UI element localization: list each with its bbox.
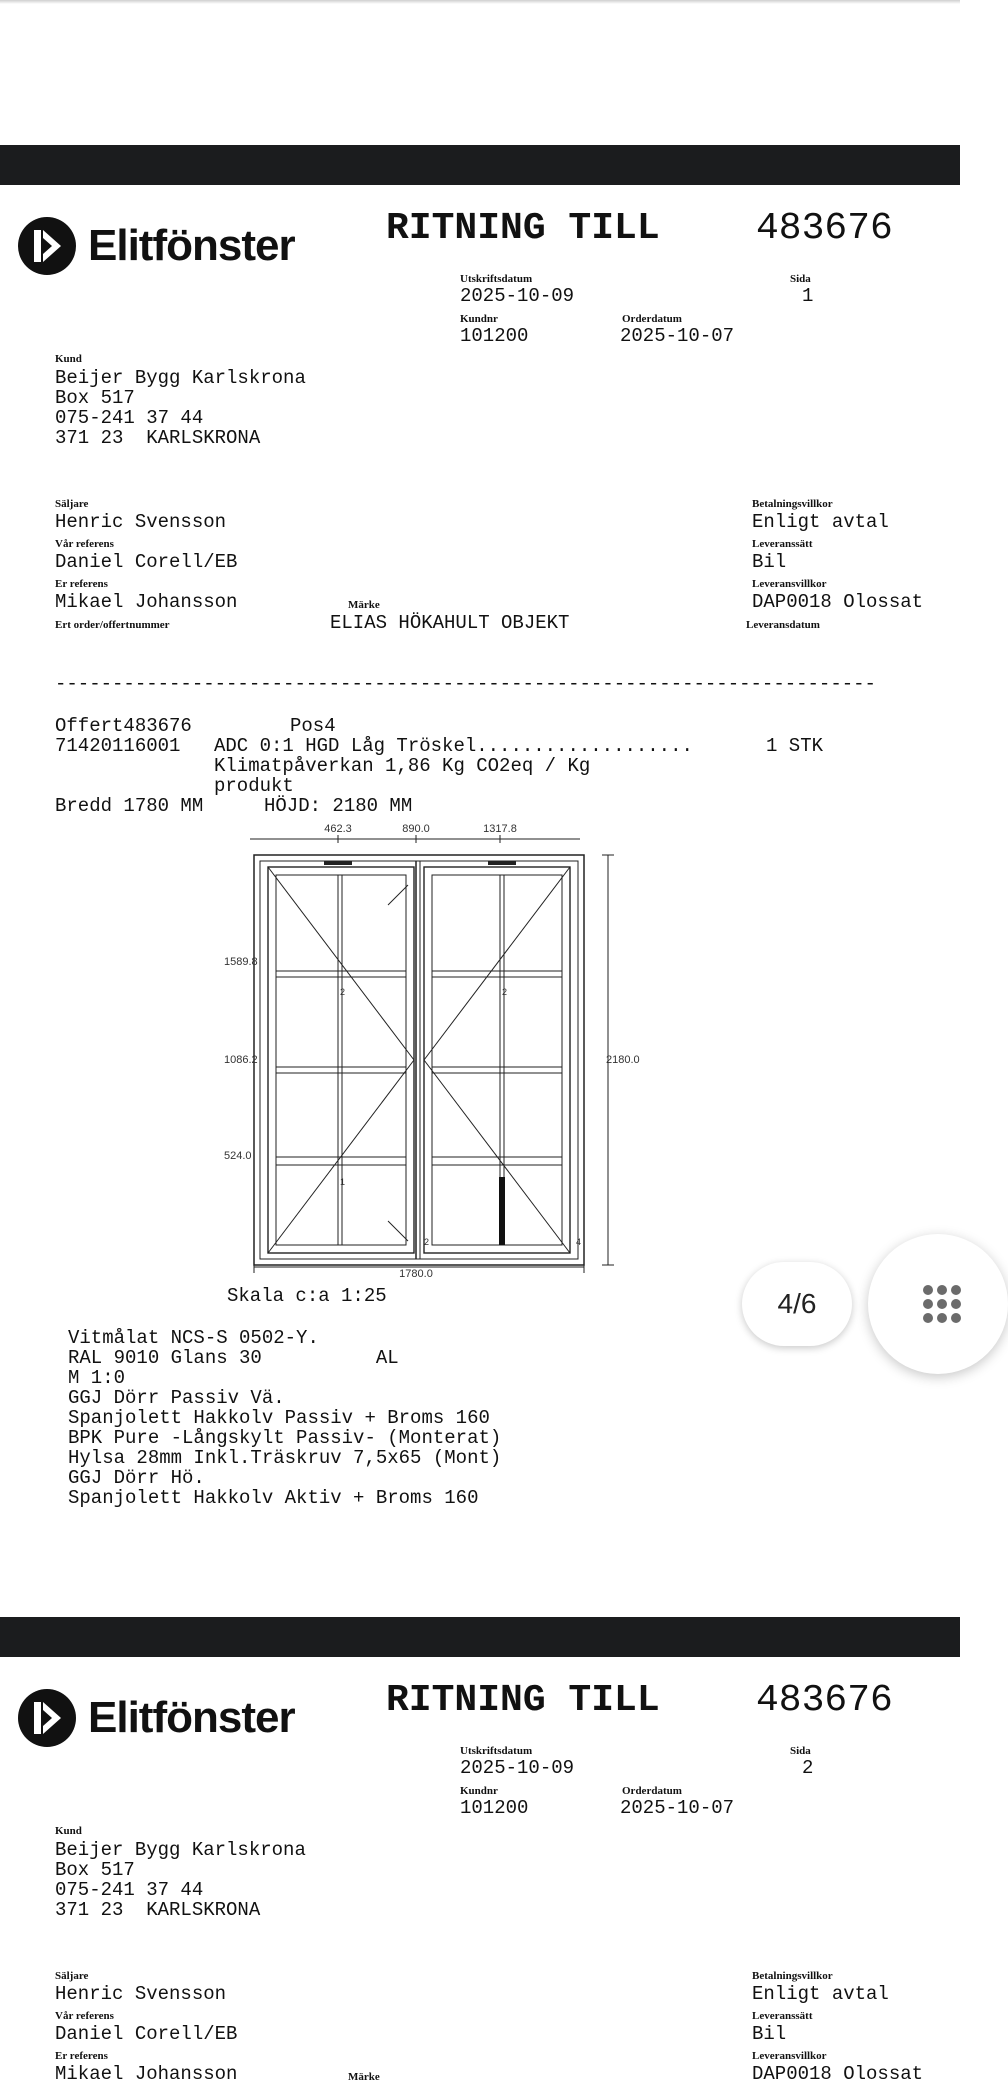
payment-terms: Enligt avtal <box>752 1983 889 2005</box>
payment-terms-label: Betalningsvillkor <box>752 1970 833 1982</box>
payment-terms-label: Betalningsvillkor <box>752 498 833 510</box>
dim-right: 2180.0 <box>606 1054 640 1066</box>
customer-number: 101200 <box>460 325 529 347</box>
our-reference-label: Vår referens <box>55 538 114 550</box>
your-reference-label: Er referens <box>55 2050 108 2062</box>
our-reference: Daniel Corell/EB <box>55 2023 238 2045</box>
climate-impact-unit: produkt <box>214 775 294 797</box>
spec-line: Spanjolett Hakkolv Aktiv + Broms 160 <box>68 1487 479 1509</box>
page-separator <box>0 1617 960 1657</box>
customer-line: Box 517 <box>55 387 135 409</box>
spec-line: GGJ Dörr Hö. <box>68 1467 205 1489</box>
delivery-method: Bil <box>752 551 787 573</box>
article-description: ADC 0:1 HGD Låg Tröskel................... <box>214 735 693 757</box>
seller: Henric Svensson <box>55 511 227 533</box>
customer-line: 371 23 KARLSKRONA <box>55 427 261 449</box>
door-drawing <box>210 815 640 1280</box>
sash-label: 2 <box>424 1237 430 1247</box>
customer-line: 075-241 37 44 <box>55 407 204 429</box>
elitfonster-logo-icon <box>18 1689 76 1747</box>
print-date: 2025-10-09 <box>460 1757 575 1779</box>
delivery-terms: DAP0018 Olossat <box>752 591 924 613</box>
article-number: 71420116001 <box>55 735 181 757</box>
offer-number: Offert483676 <box>55 715 192 737</box>
brand-mark-label: Märke <box>348 599 380 611</box>
sash-label: 2 <box>502 987 508 997</box>
customer-line: Beijer Bygg Karlskrona <box>55 367 306 389</box>
position: Pos4 <box>290 715 336 737</box>
scale: Skala c:a 1:25 <box>227 1285 387 1307</box>
seller-label: Säljare <box>55 1970 89 1982</box>
payment-terms: Enligt avtal <box>752 511 889 533</box>
order-date: 2025-10-07 <box>620 325 735 347</box>
customer-label: Kund <box>55 1825 82 1837</box>
brand-mark: ELIAS HÖKAHULT OBJEKT <box>330 612 570 634</box>
dim-bottom: 1780.0 <box>399 1268 433 1280</box>
order-date-label: Orderdatum <box>622 313 682 325</box>
page-number: 2 <box>802 1757 814 1779</box>
climate-impact: Klimatpåverkan 1,86 Kg CO2eq / Kg <box>214 755 591 777</box>
document-title: RITNING TILL <box>386 1679 660 1722</box>
apps-grid-icon <box>922 1284 958 1324</box>
customer-line: Beijer Bygg Karlskrona <box>55 1839 306 1861</box>
your-reference-label: Er referens <box>55 578 108 590</box>
spec-line: RAL 9010 Glans 30 AL <box>68 1347 399 1369</box>
page-separator <box>0 145 960 185</box>
order-date-label: Orderdatum <box>622 1785 682 1797</box>
print-date-label: Utskriftsdatum <box>460 1745 533 1757</box>
page-indicator[interactable]: 4/6 <box>742 1262 852 1346</box>
our-reference: Daniel Corell/EB <box>55 551 238 573</box>
brand-name: Elitfönster <box>88 221 295 270</box>
brand-logo <box>18 217 295 275</box>
print-date: 2025-10-09 <box>460 285 575 307</box>
delivery-method-label: Leveranssätt <box>752 538 813 550</box>
delivery-date-label: Leveransdatum <box>746 619 820 631</box>
delivery-terms-label: Leveransvillkor <box>752 578 827 590</box>
customer-number-label: Kundnr <box>460 1785 498 1797</box>
spec-line: GGJ Dörr Passiv Vä. <box>68 1387 285 1409</box>
delivery-method-label: Leveranssätt <box>752 2010 813 2022</box>
document-page-1 <box>0 185 960 1617</box>
spec-line: Vitmålat NCS-S 0502-Y. <box>68 1327 319 1349</box>
document-title: RITNING TILL <box>386 207 660 250</box>
customer-number-label: Kundnr <box>460 313 498 325</box>
customer-line: 075-241 37 44 <box>55 1879 204 1901</box>
dim-left: 1086.2 <box>224 1054 258 1066</box>
delivery-method: Bil <box>752 2023 787 2045</box>
your-reference: Mikael Johansson <box>55 2063 238 2085</box>
document-page-2 <box>0 1657 960 2085</box>
sash-label: 1 <box>340 1177 346 1187</box>
page-number-label: Sida <box>790 273 811 285</box>
print-date-label: Utskriftsdatum <box>460 273 533 285</box>
spec-line: M 1:0 <box>68 1367 126 1389</box>
sash-label: 2 <box>340 987 346 997</box>
document-number: 483676 <box>756 1679 893 1722</box>
customer-number: 101200 <box>460 1797 529 1819</box>
order-date: 2025-10-07 <box>620 1797 735 1819</box>
brand-logo <box>18 1689 295 1747</box>
apps-grid-button[interactable] <box>868 1234 1008 1374</box>
quantity: 1 STK <box>766 735 824 757</box>
seller-label: Säljare <box>55 498 89 510</box>
dim-left: 1589.8 <box>224 956 258 968</box>
brand-mark-label: Märke <box>348 2071 380 2083</box>
width: Bredd 1780 MM <box>55 795 204 817</box>
dim-top: 1317.8 <box>483 823 517 835</box>
customer-label: Kund <box>55 353 82 365</box>
sash-label: 4 <box>576 1237 582 1247</box>
dim-left: 524.0 <box>224 1150 252 1162</box>
spec-line: Hylsa 28mm Inkl.Träskruv 7,5x65 (Mont) <box>68 1447 502 1469</box>
delivery-terms-label: Leveransvillkor <box>752 2050 827 2062</box>
dim-top: 890.0 <box>402 823 430 835</box>
spec-line: BPK Pure -Långskylt Passiv- (Monterat) <box>68 1427 502 1449</box>
brand-name: Elitfönster <box>88 1693 295 1742</box>
viewer-top-edge <box>0 0 960 4</box>
your-order-label: Ert order/offertnummer <box>55 619 170 631</box>
your-reference: Mikael Johansson <box>55 591 238 613</box>
dim-top: 462.3 <box>324 823 352 835</box>
elitfonster-logo-icon <box>18 217 76 275</box>
height: HÖJD: 2180 MM <box>264 795 413 817</box>
customer-line: Box 517 <box>55 1859 135 1881</box>
page-number: 1 <box>802 285 814 307</box>
page-number-label: Sida <box>790 1745 811 1757</box>
seller: Henric Svensson <box>55 1983 227 2005</box>
document-number: 483676 <box>756 207 893 250</box>
separator-line: ------------------------------------------------------------------------ <box>55 673 876 695</box>
delivery-terms: DAP0018 Olossat <box>752 2063 924 2085</box>
our-reference-label: Vår referens <box>55 2010 114 2022</box>
customer-line: 371 23 KARLSKRONA <box>55 1899 261 1921</box>
spec-line: Spanjolett Hakkolv Passiv + Broms 160 <box>68 1407 490 1429</box>
